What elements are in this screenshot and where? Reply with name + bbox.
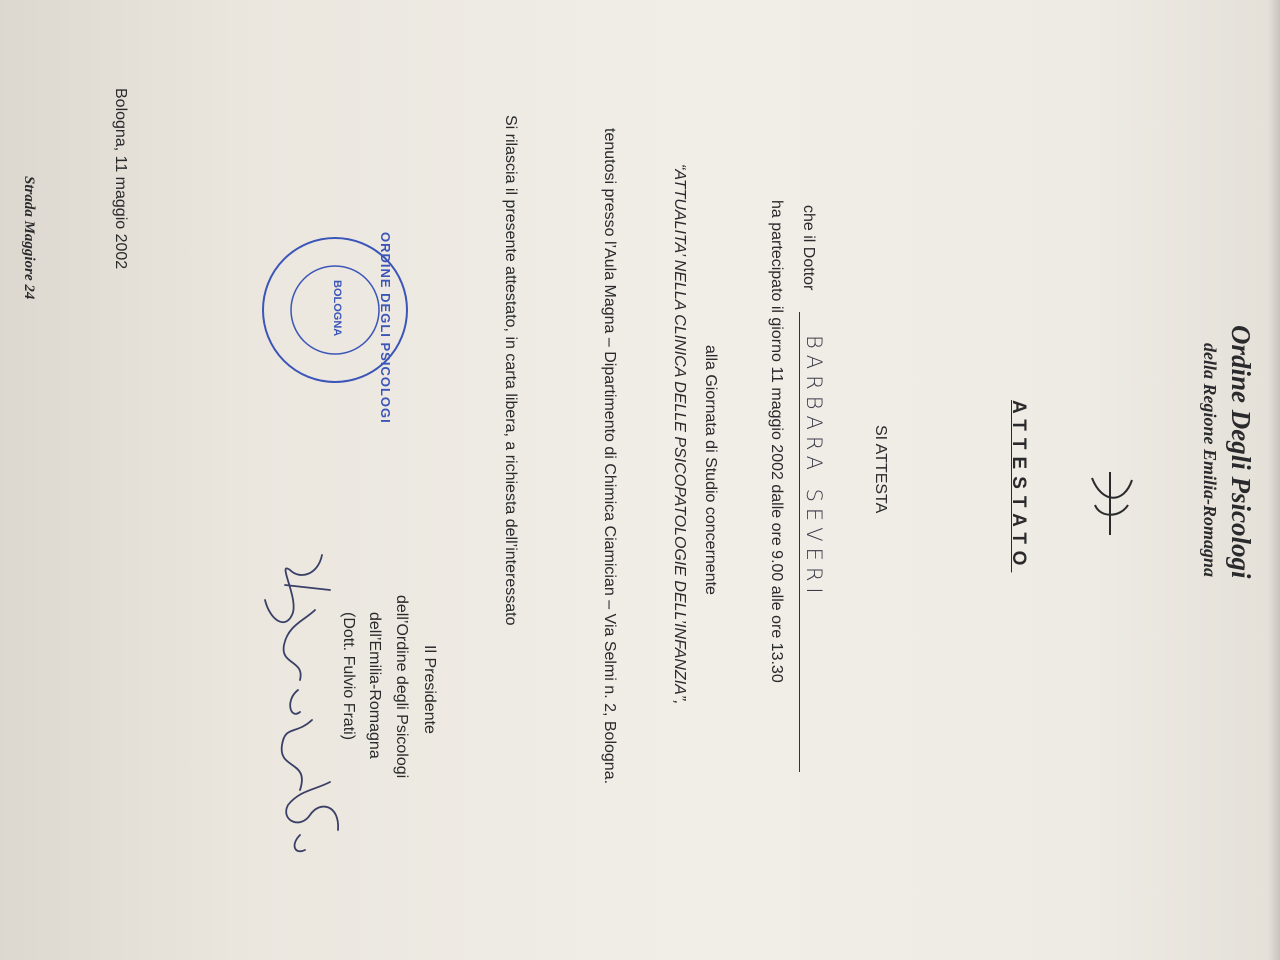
footer-address-partial: Strada Maggiore 24: [21, 176, 37, 300]
signatory-title: Il Presidente: [421, 645, 438, 734]
participation-line: ha partecipato il giorno 11 maggio 2002 dalle ore 9.00 alle ore 13.30: [768, 200, 785, 683]
document-heading: ATTESTATO: [1008, 400, 1029, 573]
giornata-line: alla Giornata di Studio concernente: [702, 345, 719, 595]
rilascia-line: Si rilascia il presente attestato, in carta libera, a richiesta dell’interessato: [502, 115, 519, 626]
signatory-name: (Dott. Fulvio Frati): [340, 612, 357, 741]
che-il-dottor-label: che il Dottor: [800, 205, 817, 291]
si-attesta-line: SI ATTESTA: [872, 425, 889, 514]
organization-subtitle: della Regione Emilia-Romagna: [1200, 343, 1220, 578]
organization-title: Ordine Degli Psicologi: [1226, 325, 1256, 579]
paper-edge-shadow: [1268, 0, 1280, 960]
stamp-ring-text: ORDINE DEGLI PSICOLOGI: [378, 232, 393, 424]
stamp-center-text: BOLOGNA: [331, 280, 343, 337]
signatory-region: dell’Emilia-Romagna: [366, 612, 383, 759]
signatory-org: dell’Ordine degli Psicologi: [393, 595, 410, 779]
handwritten-name: BARBARA SEVERI: [802, 335, 826, 600]
place-and-date: Bologna, 11 maggio 2002: [112, 88, 129, 270]
venue-line: tenutosi presso l’Aula Magna – Dipartimento di Chimica Ciamician – Via Selmi n. 2, Bologna.: [601, 128, 618, 785]
event-title: “ATTUALITA’ NELLA CLINICA DELLE PSICOPATOLOGIE DELL’INFANZIA”,: [671, 164, 688, 705]
